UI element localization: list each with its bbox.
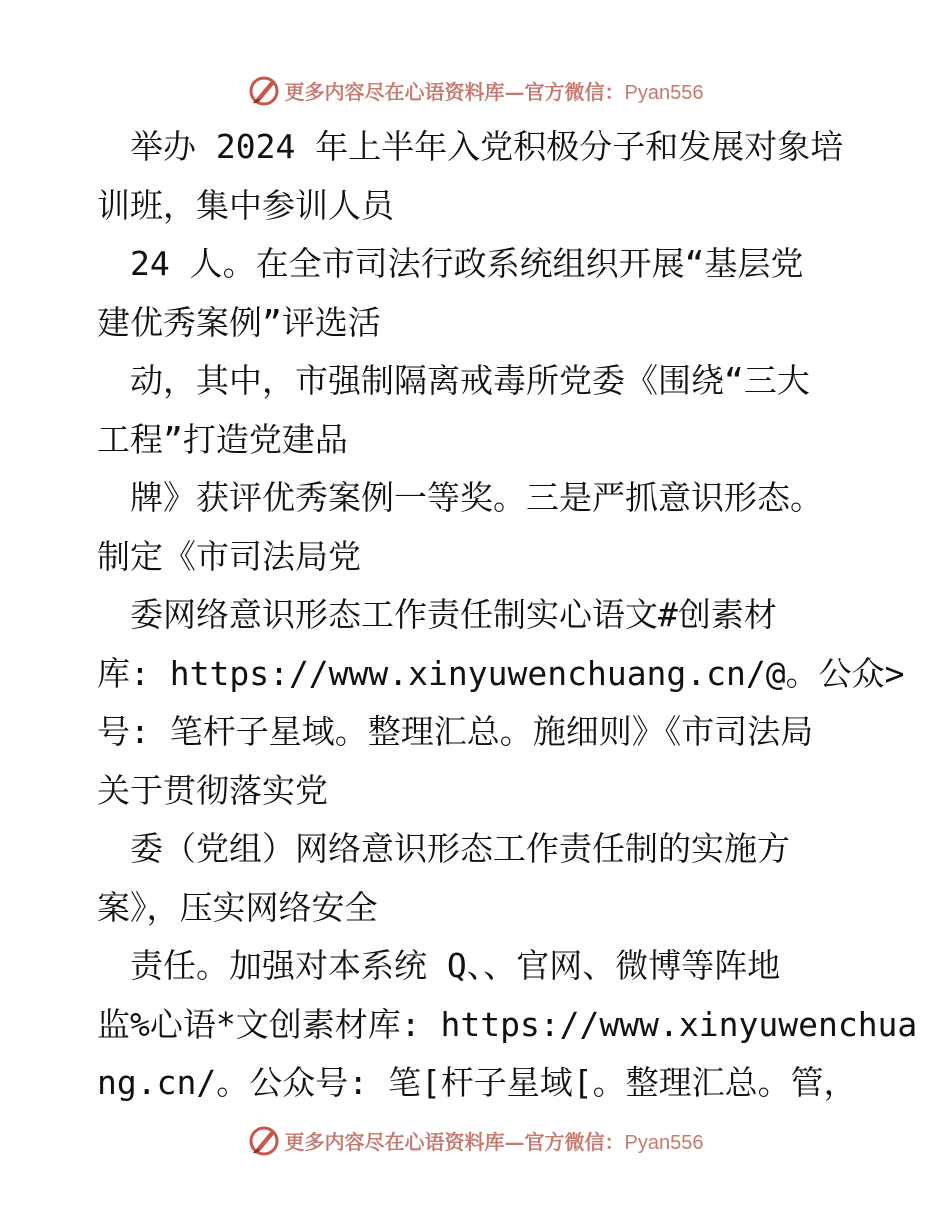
footer-watermark	[0, 1120, 950, 1160]
text-line-11: 号: 笔杆子星域。整理汇总。施细则》《市司法局	[97, 712, 814, 751]
text-line-13: 委（党组）网络意识形态工作责任制的实施方	[97, 829, 790, 868]
text-line-17: ng.cn/。公众号: 笔[杆子星域[。整理汇总。管，	[97, 1063, 857, 1102]
text-line-12: 关于贯彻落实党	[97, 770, 328, 810]
document-body	[97, 118, 918, 1113]
brush-logo-icon	[247, 1123, 281, 1157]
header-watermark	[0, 70, 950, 110]
text-line-3: 24 人。在全市司法行政系统组织开展“基层党	[97, 244, 804, 283]
text-line-4: 建优秀案例”评选活	[97, 302, 381, 342]
text-line-5: 动，其中，市强制隔离戒毒所党委《围绕“三大	[97, 361, 810, 400]
brush-logo-icon	[247, 73, 281, 107]
text-line-9: 委网络意识形态工作责任制实心语文#创素材	[97, 595, 777, 634]
text-line-2: 训班，集中参训人员	[97, 185, 394, 225]
text-line-15: 责任。加强对本系统 Q、、官网、微博等阵地	[97, 946, 781, 985]
watermark-text: 更多内容尽在心语资料库—官方微信：Pyan556	[284, 1129, 704, 1154]
text-line-8: 制定《市司法局党	[97, 536, 361, 576]
text-line-6: 工程”打造党建品	[97, 419, 348, 459]
watermark-text: 更多内容尽在心语资料库—官方微信：Pyan556	[284, 79, 704, 104]
text-line-1: 举办 2024 年上半年入党积极分子和发展对象培	[97, 127, 844, 166]
text-line-10: 库: https://www.xinyuwenchuang.cn/@。公众>	[97, 653, 905, 693]
text-line-16: 监%心语*文创素材库: https://www.xinyuwenchua	[97, 1004, 918, 1044]
text-line-7: 牌》获评优秀案例一等奖。三是严抓意识形态。	[97, 478, 823, 517]
text-line-14: 案》，压实网络安全	[97, 887, 378, 927]
